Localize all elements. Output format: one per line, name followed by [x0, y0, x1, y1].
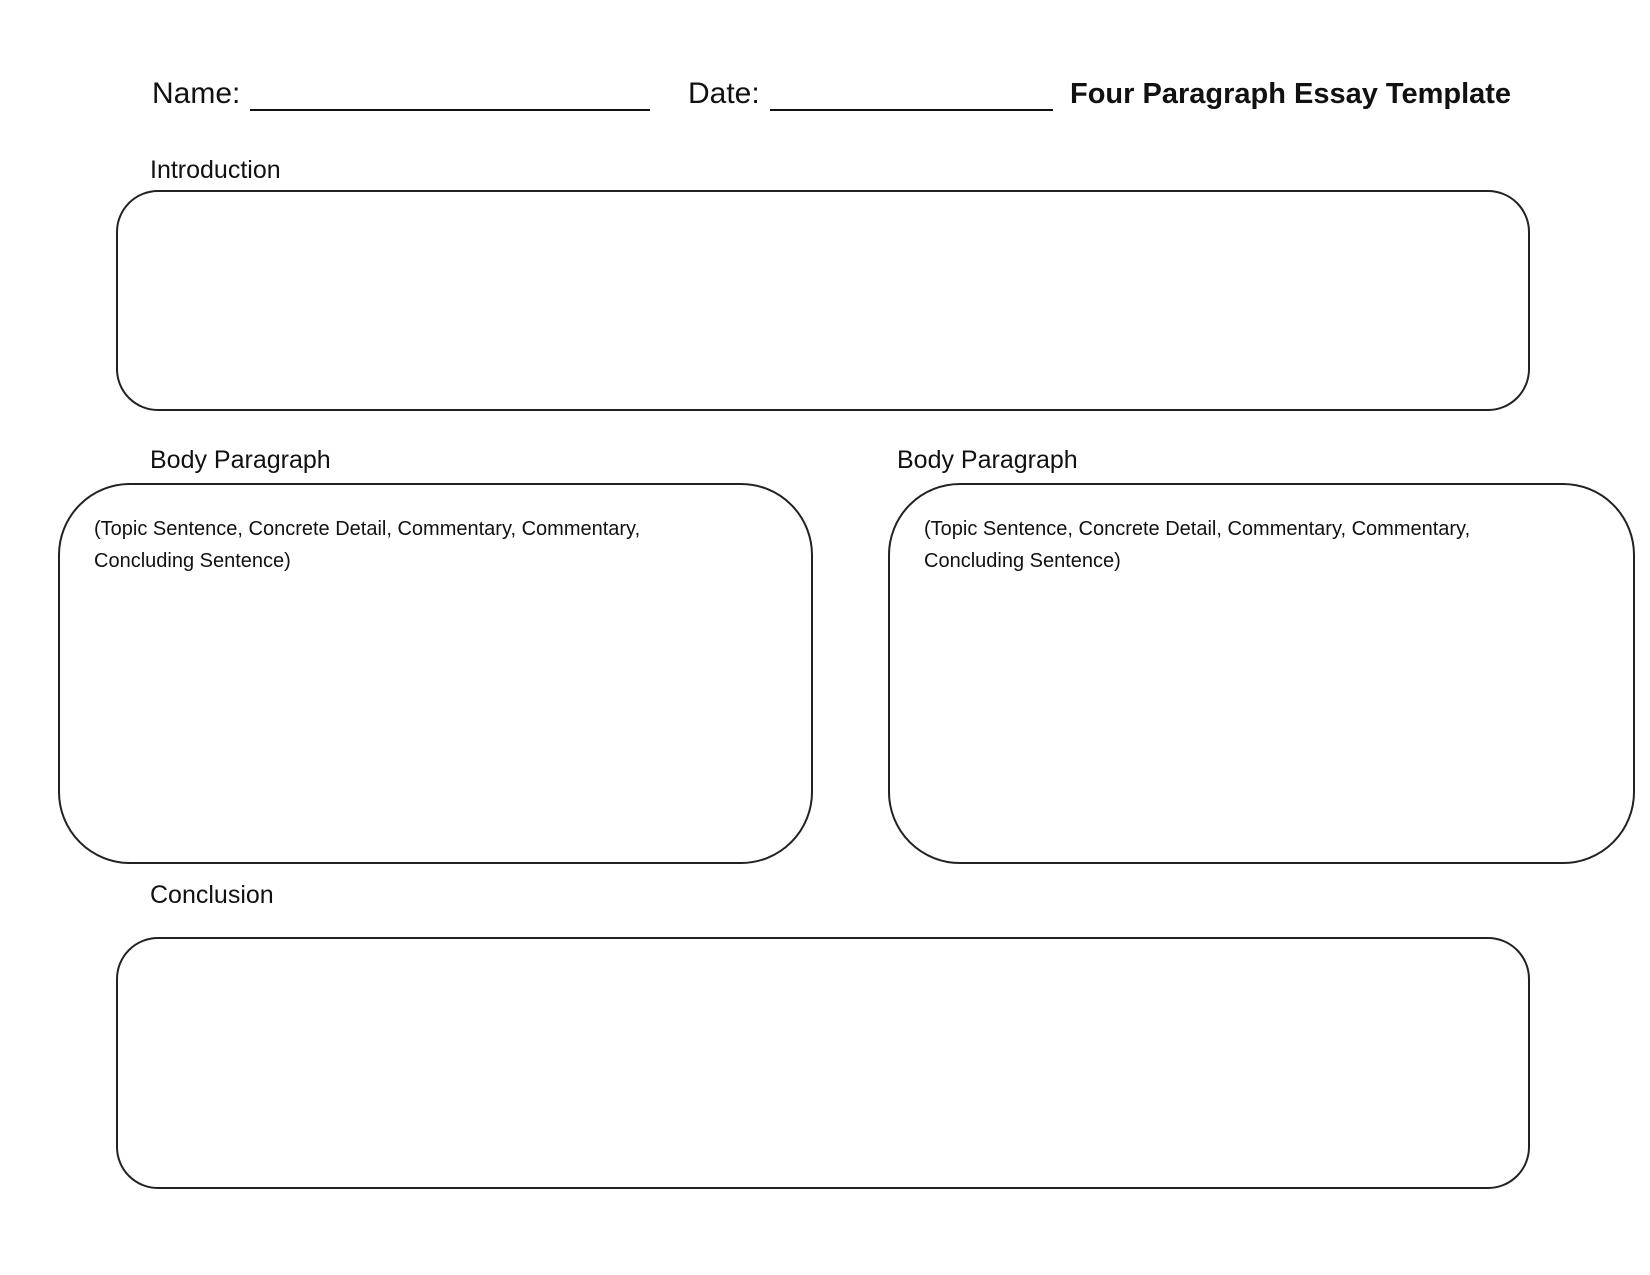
conclusion-label: Conclusion [150, 881, 274, 909]
body-paragraph-2-hint: (Topic Sentence, Concrete Detail, Commentary, Commentary, Concluding Sentence) [924, 518, 1471, 572]
body-paragraph-1-hint: (Topic Sentence, Concrete Detail, Commentary, Commentary, Concluding Sentence) [94, 518, 641, 572]
date-blank-line[interactable] [770, 109, 1053, 111]
name-label: Name: [152, 77, 241, 110]
introduction-label: Introduction [150, 156, 281, 184]
conclusion-box[interactable] [116, 937, 1530, 1189]
page-title: Four Paragraph Essay Template [1070, 78, 1512, 110]
name-blank-line[interactable] [250, 109, 650, 111]
body-paragraph-1-box[interactable] [58, 483, 813, 864]
body-paragraph-2-label: Body Paragraph [897, 446, 1078, 474]
body-paragraph-2-box[interactable] [888, 483, 1635, 864]
date-label: Date: [688, 77, 760, 110]
introduction-box[interactable] [116, 190, 1530, 411]
body-paragraph-1-label: Body Paragraph [150, 446, 331, 474]
